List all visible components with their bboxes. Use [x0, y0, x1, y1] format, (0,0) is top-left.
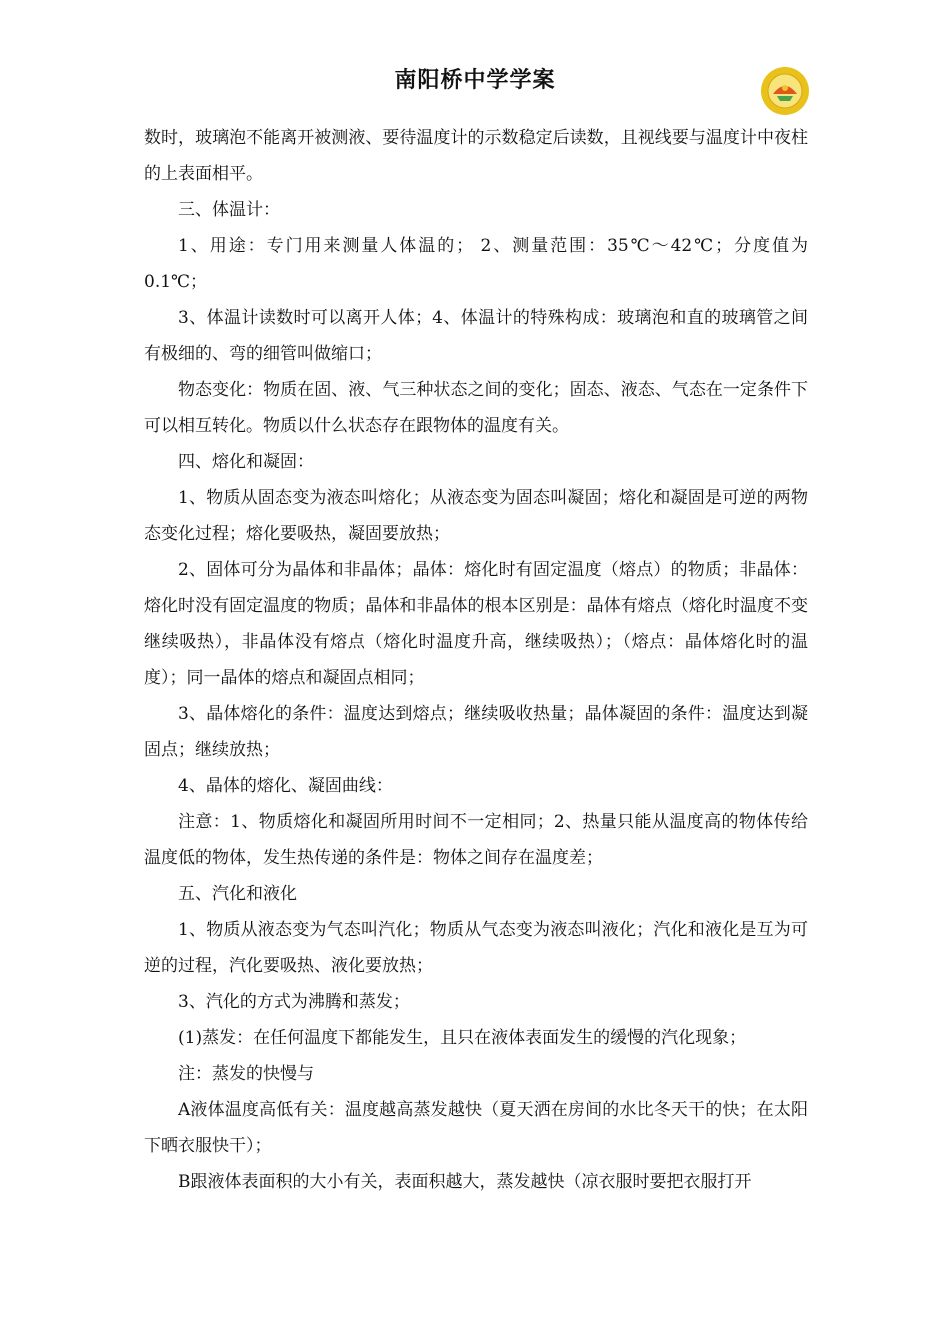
paragraph: 1、物质从固态变为液态叫熔化；从液态变为固态叫凝固；熔化和凝固是可逆的两物态变化过程；熔化要吸热，凝固要放热； — [144, 488, 808, 544]
paragraph: 数时，玻璃泡不能离开被测液、要待温度计的示数稳定后读数，且视线要与温度计中夜柱的上表面相平。 — [144, 128, 808, 184]
paragraph: B跟液体表面积的大小有关，表面积越大，蒸发越快（凉衣服时要把衣服打开 — [178, 1172, 752, 1192]
paragraph: 物态变化：物质在固、液、气三种状态之间的变化；固态、液态、气态在一定条件下可以相互转化。物质以什么状态存在跟物体的温度有关。 — [144, 380, 808, 436]
section-heading: 四、熔化和凝固： — [178, 452, 314, 472]
section-heading: 三、体温计： — [178, 200, 280, 220]
paragraph: 注：蒸发的快慢与 — [178, 1064, 314, 1084]
page-title: 南阳桥中学学案 — [394, 68, 556, 93]
paragraph: 1、用途：专门用来测量人体温的； 2、测量范围：35℃～42℃；分度值为0.1℃； — [144, 236, 808, 292]
paragraph: 3、体温计读数时可以离开人体；4、体温计的特殊构成：玻璃泡和直的玻璃管之间有极细的、弯的细管叫做缩口； — [144, 308, 808, 364]
paragraph: 3、晶体熔化的条件：温度达到熔点；继续吸收热量；晶体凝固的条件：温度达到凝固点；继续放热； — [144, 704, 808, 760]
paragraph: A液体温度高低有关：温度越高蒸发越快（夏天洒在房间的水比冬天干的快；在太阳下晒衣服快干）； — [144, 1100, 808, 1156]
school-emblem-icon — [760, 66, 810, 116]
section-heading: 五、汽化和液化 — [178, 884, 297, 904]
paragraph: 1、物质从液态变为气态叫汽化；物质从气态变为液态叫液化；汽化和液化是互为可逆的过程，汽化要吸热、液化要放热； — [144, 920, 808, 976]
paragraph: 3、汽化的方式为沸腾和蒸发； — [178, 992, 410, 1012]
paragraph: 4、晶体的熔化、凝固曲线： — [178, 776, 393, 796]
paragraph: 注意：1、物质熔化和凝固所用时间不一定相同；2、热量只能从温度高的物体传给温度低的物体，发生热传递的条件是：物体之间存在温度差； — [144, 812, 808, 868]
document-body — [144, 120, 808, 1200]
paragraph: 2、固体可分为晶体和非晶体；晶体：熔化时有固定温度（熔点）的物质；非晶体：熔化时没有固定温度的物质；晶体和非晶体的根本区别是：晶体有熔点（熔化时温度不变继续吸热），非晶体没有熔点（熔化时温度升高，继续吸热）；（熔点：晶体熔化时的温度）；同一晶体的熔点和凝固点相同； — [144, 560, 808, 688]
paragraph: (1)蒸发：在任何温度下都能发生，且只在液体表面发生的缓慢的汽化现象； — [178, 1028, 747, 1048]
